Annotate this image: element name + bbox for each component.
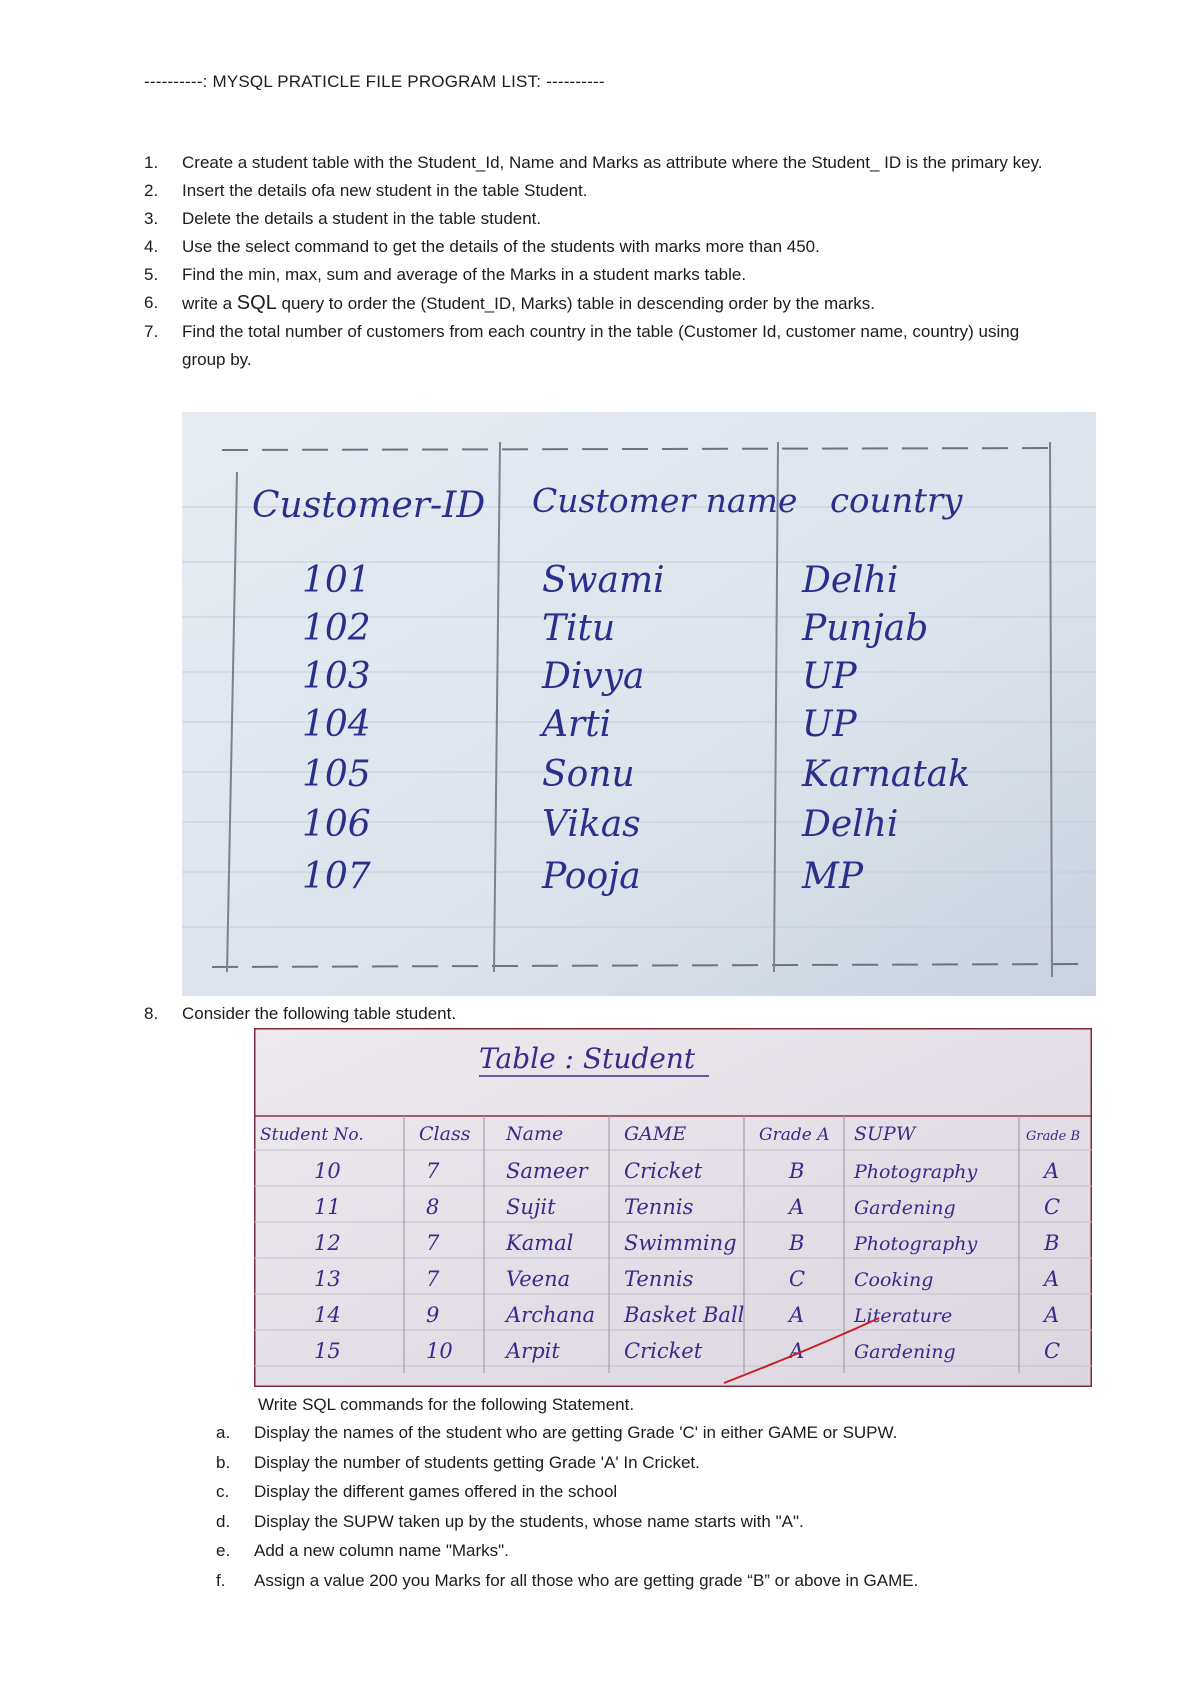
student-cell: B	[789, 1159, 805, 1183]
student-cell: C	[1044, 1195, 1061, 1219]
customer-cell: 107	[302, 856, 371, 897]
student-cell: 11	[314, 1195, 341, 1219]
statement-item-a: a. Display the names of the student who are getting Grade 'C' in either GAME or SUPW.	[216, 1423, 898, 1442]
program-text: Delete the details a student in the table student.	[182, 209, 542, 228]
customer-cell: Vikas	[542, 804, 641, 845]
student-cell: 12	[314, 1231, 341, 1255]
customer-header: Customer name	[532, 481, 798, 520]
program-list	[144, 148, 1064, 374]
student-cell: Cricket	[624, 1159, 703, 1183]
statement-item-f: f. Assign a value 200 you Marks for all those who are getting grade “B” or above in GAME.	[216, 1570, 919, 1590]
customer-cell: Sonu	[542, 754, 635, 795]
customer-cell: Swami	[542, 560, 665, 601]
student-cell: Literature	[854, 1305, 953, 1327]
student-cell: 8	[426, 1195, 440, 1219]
program-text: Insert the details ofa new student in the table Student.	[182, 181, 588, 200]
customer-cell: UP	[802, 656, 857, 697]
student-header: GAME	[624, 1123, 687, 1145]
student-cell: Sameer	[506, 1159, 588, 1183]
student-cell: Tennis	[624, 1195, 694, 1219]
program-text-after: query to order the (Student_ID, Marks) table in descending order by the marks.	[276, 294, 875, 313]
student-cell: Cricket	[624, 1339, 703, 1363]
customer-table-photo	[182, 412, 1096, 996]
student-cell: 7	[426, 1159, 440, 1183]
student-cell: B	[1044, 1231, 1060, 1255]
statement-item-d: d. Display the SUPW taken up by the students, whose name starts with "A".	[216, 1511, 804, 1531]
program-text: Consider the following table student.	[182, 1004, 457, 1023]
student-cell: Archana	[506, 1303, 596, 1327]
customer-cell: 105	[302, 754, 371, 795]
customer-cell: Pooja	[542, 856, 641, 897]
page-title: ----------: MYSQL PRATICLE FILE PROGRAM LIST: ----------	[144, 72, 605, 91]
program-text: Use the select command to get the details of the students with marks more than 450.	[182, 237, 820, 256]
student-cell: Photography	[854, 1233, 978, 1255]
program-item-8: 8. Consider the following table student.	[144, 1004, 457, 1023]
program-text-before: write a	[182, 294, 237, 313]
student-cell: 15	[314, 1339, 341, 1363]
customer-cell: 103	[302, 656, 371, 697]
student-cell: 7	[426, 1231, 440, 1255]
statement-item-e: e. Add a new column name "Marks".	[216, 1541, 509, 1561]
statement-item-c: c. Display the different games offered in the school	[216, 1482, 618, 1502]
student-cell: Veena	[506, 1267, 571, 1291]
program-item-1: 1. Create a student table with the Student_Id, Name and Marks as attribute where the Student_ ID is the primary key.	[144, 153, 1043, 172]
student-cell: Gardening	[854, 1341, 956, 1363]
customer-cell: Delhi	[802, 560, 899, 601]
student-cell: C	[789, 1267, 806, 1291]
student-cell: 7	[426, 1267, 440, 1291]
student-cell: B	[789, 1231, 805, 1255]
customer-cell: 106	[302, 804, 371, 845]
program-item-5: 5. Find the min, max, sum and average of the Marks in a student marks table.	[144, 265, 747, 284]
student-cell: A	[1044, 1267, 1060, 1291]
student-header: Name	[506, 1123, 564, 1145]
program-item-2: 2. Insert the details ofa new student in the table Student.	[144, 181, 588, 200]
student-header: Class	[419, 1123, 471, 1145]
program-item-3: 3. Delete the details a student in the table student.	[144, 209, 542, 228]
customer-cell: Titu	[542, 608, 616, 649]
program-text: Find the total number of customers from each country in the table (Customer Id, customer name, country) using group by.	[182, 322, 1020, 369]
statement-item-b: b. Display the number of students getting Grade 'A' In Cricket.	[216, 1452, 700, 1472]
customer-cell: Arti	[542, 704, 612, 745]
student-table-photo	[254, 1028, 1092, 1387]
student-cell: Kamal	[506, 1231, 574, 1255]
customer-cell: Delhi	[802, 804, 899, 845]
student-cell: 10	[426, 1339, 453, 1363]
student-cell: A	[789, 1195, 805, 1219]
student-cell: 13	[314, 1267, 341, 1291]
student-cell: 14	[314, 1303, 341, 1327]
student-cell: C	[1044, 1339, 1061, 1363]
student-cell: Tennis	[624, 1267, 694, 1291]
customer-header: Customer-ID	[252, 485, 486, 526]
student-cell: Swimming	[624, 1231, 737, 1255]
customer-cell: UP	[802, 704, 857, 745]
customer-cell: 104	[302, 704, 371, 745]
customer-cell: 101	[302, 560, 371, 601]
student-table-caption: Table : Student	[479, 1042, 696, 1075]
program-item-6: 6. write a SQL query to order the (Student_ID, Marks) table in descending order by the marks.	[144, 292, 875, 314]
student-cell: Basket Ball	[624, 1303, 745, 1327]
student-cell: 10	[314, 1159, 341, 1183]
statement-intro: Write SQL commands for the following Statement.	[258, 1395, 635, 1414]
student-header: Student No.	[260, 1125, 364, 1145]
student-cell: A	[1044, 1159, 1060, 1183]
student-cell: Cooking	[854, 1269, 934, 1291]
student-header: Grade A	[759, 1125, 830, 1145]
student-cell: Arpit	[506, 1339, 560, 1363]
customer-cell: Divya	[542, 656, 645, 697]
student-cell: A	[789, 1303, 805, 1327]
statement-list	[216, 1418, 1096, 1596]
student-header: Grade B	[1026, 1129, 1081, 1144]
program-text: Find the min, max, sum and average of the Marks in a student marks table.	[182, 265, 747, 284]
program-item-4: 4. Use the select command to get the details of the students with marks more than 450.	[144, 237, 820, 256]
sql-word: SQL	[236, 292, 277, 314]
customer-header: country	[830, 481, 963, 521]
program-item-7: 7. Find the total number of customers from each country in the table (Customer Id, customer name, country) using group by.	[144, 322, 1020, 369]
student-cell: 9	[426, 1303, 440, 1327]
student-cell: A	[1044, 1303, 1060, 1327]
student-cell: A	[789, 1339, 805, 1363]
customer-cell: MP	[802, 856, 864, 897]
student-cell: Gardening	[854, 1197, 956, 1219]
customer-cell: 102	[302, 608, 371, 649]
program-text: Create a student table with the Student_Id, Name and Marks as attribute where the Student_ ID is the primary key.	[182, 153, 1043, 172]
student-header: SUPW	[854, 1123, 916, 1145]
customer-cell: Punjab	[802, 608, 929, 649]
student-cell: Photography	[854, 1161, 978, 1183]
student-cell: Sujit	[506, 1195, 556, 1219]
customer-cell: Karnatak	[802, 754, 970, 795]
